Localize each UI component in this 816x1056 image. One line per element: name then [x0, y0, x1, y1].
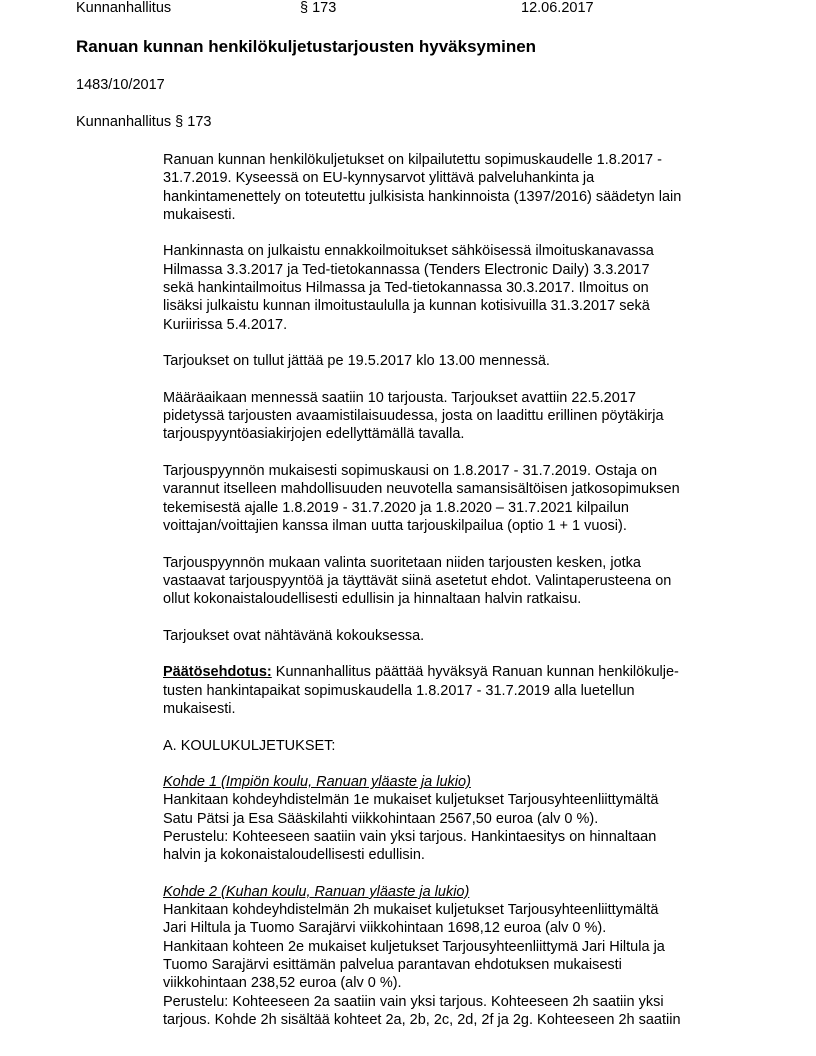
- header-section: § 173: [300, 0, 337, 16]
- proposal-line: tusten hankintapaikat sopimuskaudella 1.8.2017 - 31.7.2019 alla luetellun: [163, 682, 635, 699]
- paragraph-line: 31.7.2019. Kyseessä on EU-kynnysarvot ylittävä palveluhankinta ja: [163, 170, 595, 187]
- kohde-line: Hankitaan kohdeyhdistelmän 2h mukaiset kuljetukset Tarjousyhteenliittymältä: [163, 902, 659, 919]
- paragraph-line: Tarjoukset on tullut jättää pe 19.5.2017 klo 13.00 mennessä.: [163, 353, 550, 370]
- paragraph-line: mukaisesti.: [163, 206, 236, 223]
- kohde-line: Jari Hiltula ja Tuomo Sarajärvi viikkohintaan 1698,12 euroa (alv 0 %).: [163, 920, 607, 937]
- paragraph-line: Hilmassa 3.3.2017 ja Ted-tietokannassa (Tenders Electronic Daily) 3.3.2017: [163, 261, 650, 278]
- kohde-line: Hankitaan kohdeyhdistelmän 1e mukaiset kuljetukset Tarjousyhteenliittymältä: [163, 792, 659, 809]
- paragraph: [163, 462, 803, 535]
- paragraph-line: Tarjoukset ovat nähtävänä kokouksessa.: [163, 627, 425, 644]
- paragraph-line: Määräaikaan mennessä saatiin 10 tarjousta. Tarjoukset avattiin 22.5.2017: [163, 389, 636, 406]
- paragraph-line: Tarjouspyynnön mukaan valinta suoritetaan niiden tarjousten kesken, jotka: [163, 554, 641, 571]
- paragraph: [163, 554, 803, 609]
- document-title: Ranuan kunnan henkilökuljetustarjousten hyväksyminen: [76, 37, 537, 56]
- decision-proposal: [163, 663, 803, 718]
- paragraph-line: vastaavat tarjouspyyntöä ja täyttävät siinä asetetut ehdot. Valintaperusteena on: [163, 572, 672, 589]
- section-a-heading: A. KOULUKULJETUKSET:: [163, 737, 336, 754]
- paragraph: [163, 151, 803, 224]
- paragraph: [163, 389, 803, 444]
- paragraph-line: Hankinnasta on julkaistu ennakkoilmoitukset sähköisessä ilmoituskanavassa: [163, 243, 654, 260]
- paragraph-line: Tarjouspyynnön mukaisesti sopimuskausi on 1.8.2017 - 31.7.2019. Ostaja on: [163, 463, 658, 480]
- paragraph-line: varannut itselleen mahdollisuuden neuvotella samansisältöisen jatkosopimuksen: [163, 481, 680, 498]
- kohde-line: Hankitaan kohteen 2e mukaiset kuljetukset Tarjousyhteenliittymä Jari Hiltula ja: [163, 938, 665, 955]
- paragraph-line: tekemisestä ajalle 1.8.2019 - 31.7.2020 ja 1.8.2020 – 31.7.2021 kilpailun: [163, 499, 629, 516]
- body-section-heading: Kunnanhallitus § 173: [76, 114, 212, 130]
- kohde-line: Perustelu: Kohteeseen saatiin vain yksi tarjous. Hankintaesitys on hinnaltaan: [163, 828, 657, 845]
- paragraph-line: tarjouspyyntöasiakirjojen edellyttämällä tavalla.: [163, 426, 465, 443]
- paragraph-line: ollut kokonaistaloudellisesti edullisin ja hinnaltaan halvin ratkaisu.: [163, 591, 582, 608]
- kohde-line: Tuomo Sarajärvi esittämän palvelua parantavan ehdotuksen mukaisesti: [163, 957, 622, 974]
- kohde-section: [163, 883, 803, 1029]
- paragraph: [163, 352, 803, 370]
- proposal-first-line: Kunnanhallitus päättää hyväksyä Ranuan kunnan henkilökulje-: [271, 664, 679, 681]
- header-date: 12.06.2017: [521, 0, 594, 16]
- paragraph-line: Ranuan kunnan henkilökuljetukset on kilpailutettu sopimuskaudelle 1.8.2017 -: [163, 152, 662, 168]
- kohde-heading: Kohde 1 (Impiön koulu, Ranuan yläaste ja lukio): [163, 774, 471, 791]
- kohde-heading: Kohde 2 (Kuhan koulu, Ranuan yläaste ja lukio): [163, 883, 470, 900]
- proposal-line: mukaisesti.: [163, 700, 236, 717]
- record-number: 1483/10/2017: [76, 77, 165, 93]
- proposal-label: Päätösehdotus:: [163, 664, 272, 681]
- paragraph-line: lisäksi julkaistu kunnan ilmoitustaululla ja kunnan kotisivuilla 31.3.2017 sekä: [163, 298, 650, 315]
- paragraph: [163, 627, 803, 645]
- paragraph-line: sekä hankintailmoitus Hilmassa ja Ted-tietokannassa 30.3.2017. Ilmoitus on: [163, 280, 649, 297]
- kohde-section: [163, 773, 803, 864]
- kohde-line: viikkohintaan 238,52 euroa (alv 0 %).: [163, 975, 402, 992]
- kohde-line: Perustelu: Kohteeseen 2a saatiin vain yksi tarjous. Kohteeseen 2h saatiin yksi: [163, 993, 664, 1010]
- paragraph-line: pidetyssä tarjousten avaamistilaisuudessa, josta on laadittu erillinen pöytäkirja: [163, 408, 664, 425]
- paragraph-line: voittajan/voittajien kanssa ilman uutta tarjouskilpailua (optio 1 + 1 vuosi).: [163, 517, 627, 534]
- header-body: Kunnanhallitus: [76, 0, 172, 16]
- paragraph-line: Kuriirissa 5.4.2017.: [163, 316, 288, 333]
- paragraph: [163, 242, 803, 333]
- kohde-line: halvin ja kokonaistaloudellisesti edullisin.: [163, 847, 425, 864]
- paragraph-line: hankintamenettely on toteutettu julkisista hankinnoista (1397/2016) säädetyn lain: [163, 188, 682, 205]
- kohde-line: tarjous. Kohde 2h sisältää kohteet 2a, 2b, 2c, 2d, 2f ja 2g. Kohteeseen 2h saatiin: [163, 1011, 681, 1028]
- kohde-line: Satu Pätsi ja Esa Sääskilahti viikkohintaan 2567,50 euroa (alv 0 %).: [163, 810, 599, 827]
- document-body: [163, 151, 803, 1048]
